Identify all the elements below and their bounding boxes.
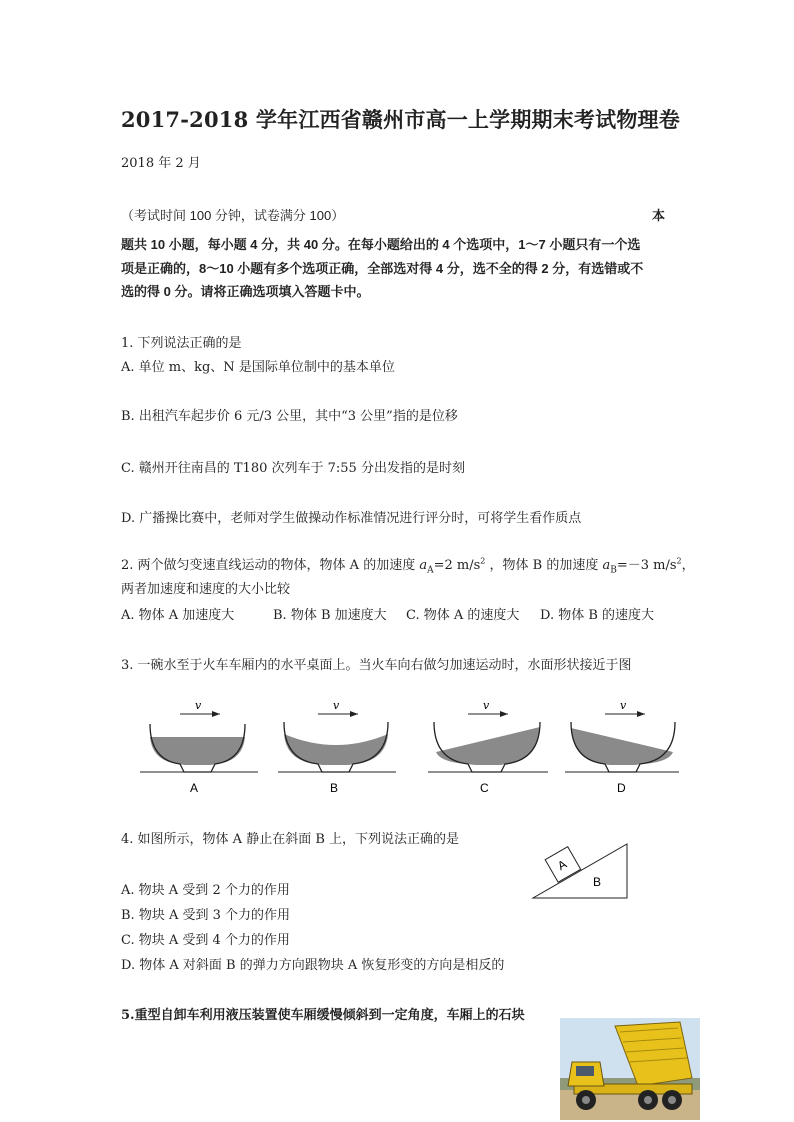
accel-a-exponent: 2 xyxy=(480,556,486,566)
water-surface xyxy=(150,737,245,765)
accel-a-symbol: a xyxy=(419,558,428,573)
incline-figure xyxy=(525,838,635,908)
exam-info: （考试时间 100 分钟，试卷满分 100） xyxy=(121,208,345,223)
question-stem: 1. 下列说法正确的是 xyxy=(121,336,242,351)
option-a: A. 物块 A 受到 2 个力的作用 xyxy=(121,883,290,898)
question-stem-line2: 两者加速度和速度的大小比较 xyxy=(121,582,291,597)
water-surface xyxy=(571,728,673,765)
option-c: C. 物块 A 受到 4 个力的作用 xyxy=(121,933,290,948)
accel-a-value: =2 m/s xyxy=(433,558,481,573)
wheel-hub xyxy=(668,1096,676,1104)
velocity-label: v xyxy=(333,699,340,712)
option-c: C. 物体 A 的速度大 xyxy=(406,608,520,623)
option-d: D. 广播操比赛中，老师对学生做操动作标准情况进行评分时，可将学生看作质点 xyxy=(121,511,582,526)
bowl-label: A xyxy=(190,781,199,795)
instruction-line: 选的得 0 分。请将正确选项填入答题卡中。 xyxy=(121,284,370,299)
wheel-hub xyxy=(582,1096,590,1104)
question-stem: 4. 如图所示，物体 A 静止在斜面 B 上，下列说法正确的是 xyxy=(121,832,460,847)
stem-part: ，物体 B 的加速度 xyxy=(485,558,603,573)
question-stem: 5.重型自卸车利用液压装置使车厢缓慢倾斜到一定角度，车厢上的石块 xyxy=(121,1008,525,1023)
question-stem xyxy=(121,554,695,576)
block-label: A xyxy=(555,856,570,874)
incline-label: B xyxy=(593,875,602,889)
section-word: 本 xyxy=(652,208,666,223)
accel-b-exponent: 2 xyxy=(676,556,682,566)
option-d: D. 物体 B 的速度大 xyxy=(540,608,655,623)
stem-part: ， xyxy=(681,558,695,573)
velocity-label: v xyxy=(620,699,627,712)
instruction-line: 项是正确的，8～10 小题有多个选项正确，全部选对得 4 分，选不全的得 2 分，有选错或不 xyxy=(121,261,644,276)
instruction-line: 题共 10 小题，每小题 4 分，共 40 分。在每小题给出的 4 个选项中，1～7 小题只有一个选 xyxy=(121,237,641,252)
bowl-a xyxy=(140,699,258,795)
velocity-label: v xyxy=(483,699,490,712)
bowls-figure xyxy=(140,694,680,804)
exam-date: 2018 年 2 月 xyxy=(121,156,201,171)
bowl-label: B xyxy=(330,781,339,795)
bowl-b xyxy=(278,699,396,795)
option-b: B. 物体 B 加速度大 xyxy=(273,608,387,623)
page-title: 2017-2018 学年江西省赣州市高一上学期期末考试物理卷 xyxy=(121,107,680,132)
incline-b xyxy=(533,844,627,898)
block-a xyxy=(545,847,581,883)
bowl-d xyxy=(565,699,679,795)
option-c: C. 赣州开往南昌的 T180 次列车于 7:55 分出发指的是时刻 xyxy=(121,461,465,476)
accel-b-subscript: B xyxy=(610,565,617,576)
dump-truck-photo xyxy=(560,1018,700,1120)
option-d: D. 物体 A 对斜面 B 的弹力方向跟物块 A 恢复形变的方向是相反的 xyxy=(121,958,505,973)
question-stem: 3. 一碗水至于火车车厢内的水平桌面上。当火车向右做匀加速运动时，水面形状接近于图 xyxy=(121,658,632,673)
option-a: A. 物体 A 加速度大 xyxy=(121,608,235,623)
option-b: B. 出租汽车起步价 6 元/3 公里，其中“3 公里”指的是位移 xyxy=(121,409,458,424)
accel-b-symbol: a xyxy=(602,558,611,573)
wheel-hub xyxy=(644,1096,652,1104)
option-a: A. 单位 m、kg、N 是国际单位制中的基本单位 xyxy=(121,360,395,375)
cab-window xyxy=(576,1066,594,1076)
bowl-label: D xyxy=(617,781,626,795)
bowl-label: C xyxy=(480,781,489,795)
stem-part: 2. 两个做匀变速直线运动的物体，物体 A 的加速度 xyxy=(121,558,420,573)
water-surface xyxy=(284,734,388,765)
velocity-label: v xyxy=(195,699,202,712)
option-b: B. 物块 A 受到 3 个力的作用 xyxy=(121,908,291,923)
bowl-c xyxy=(428,699,548,795)
accel-a-subscript: A xyxy=(427,565,434,576)
accel-b-value: =－3 m/s xyxy=(616,558,677,573)
